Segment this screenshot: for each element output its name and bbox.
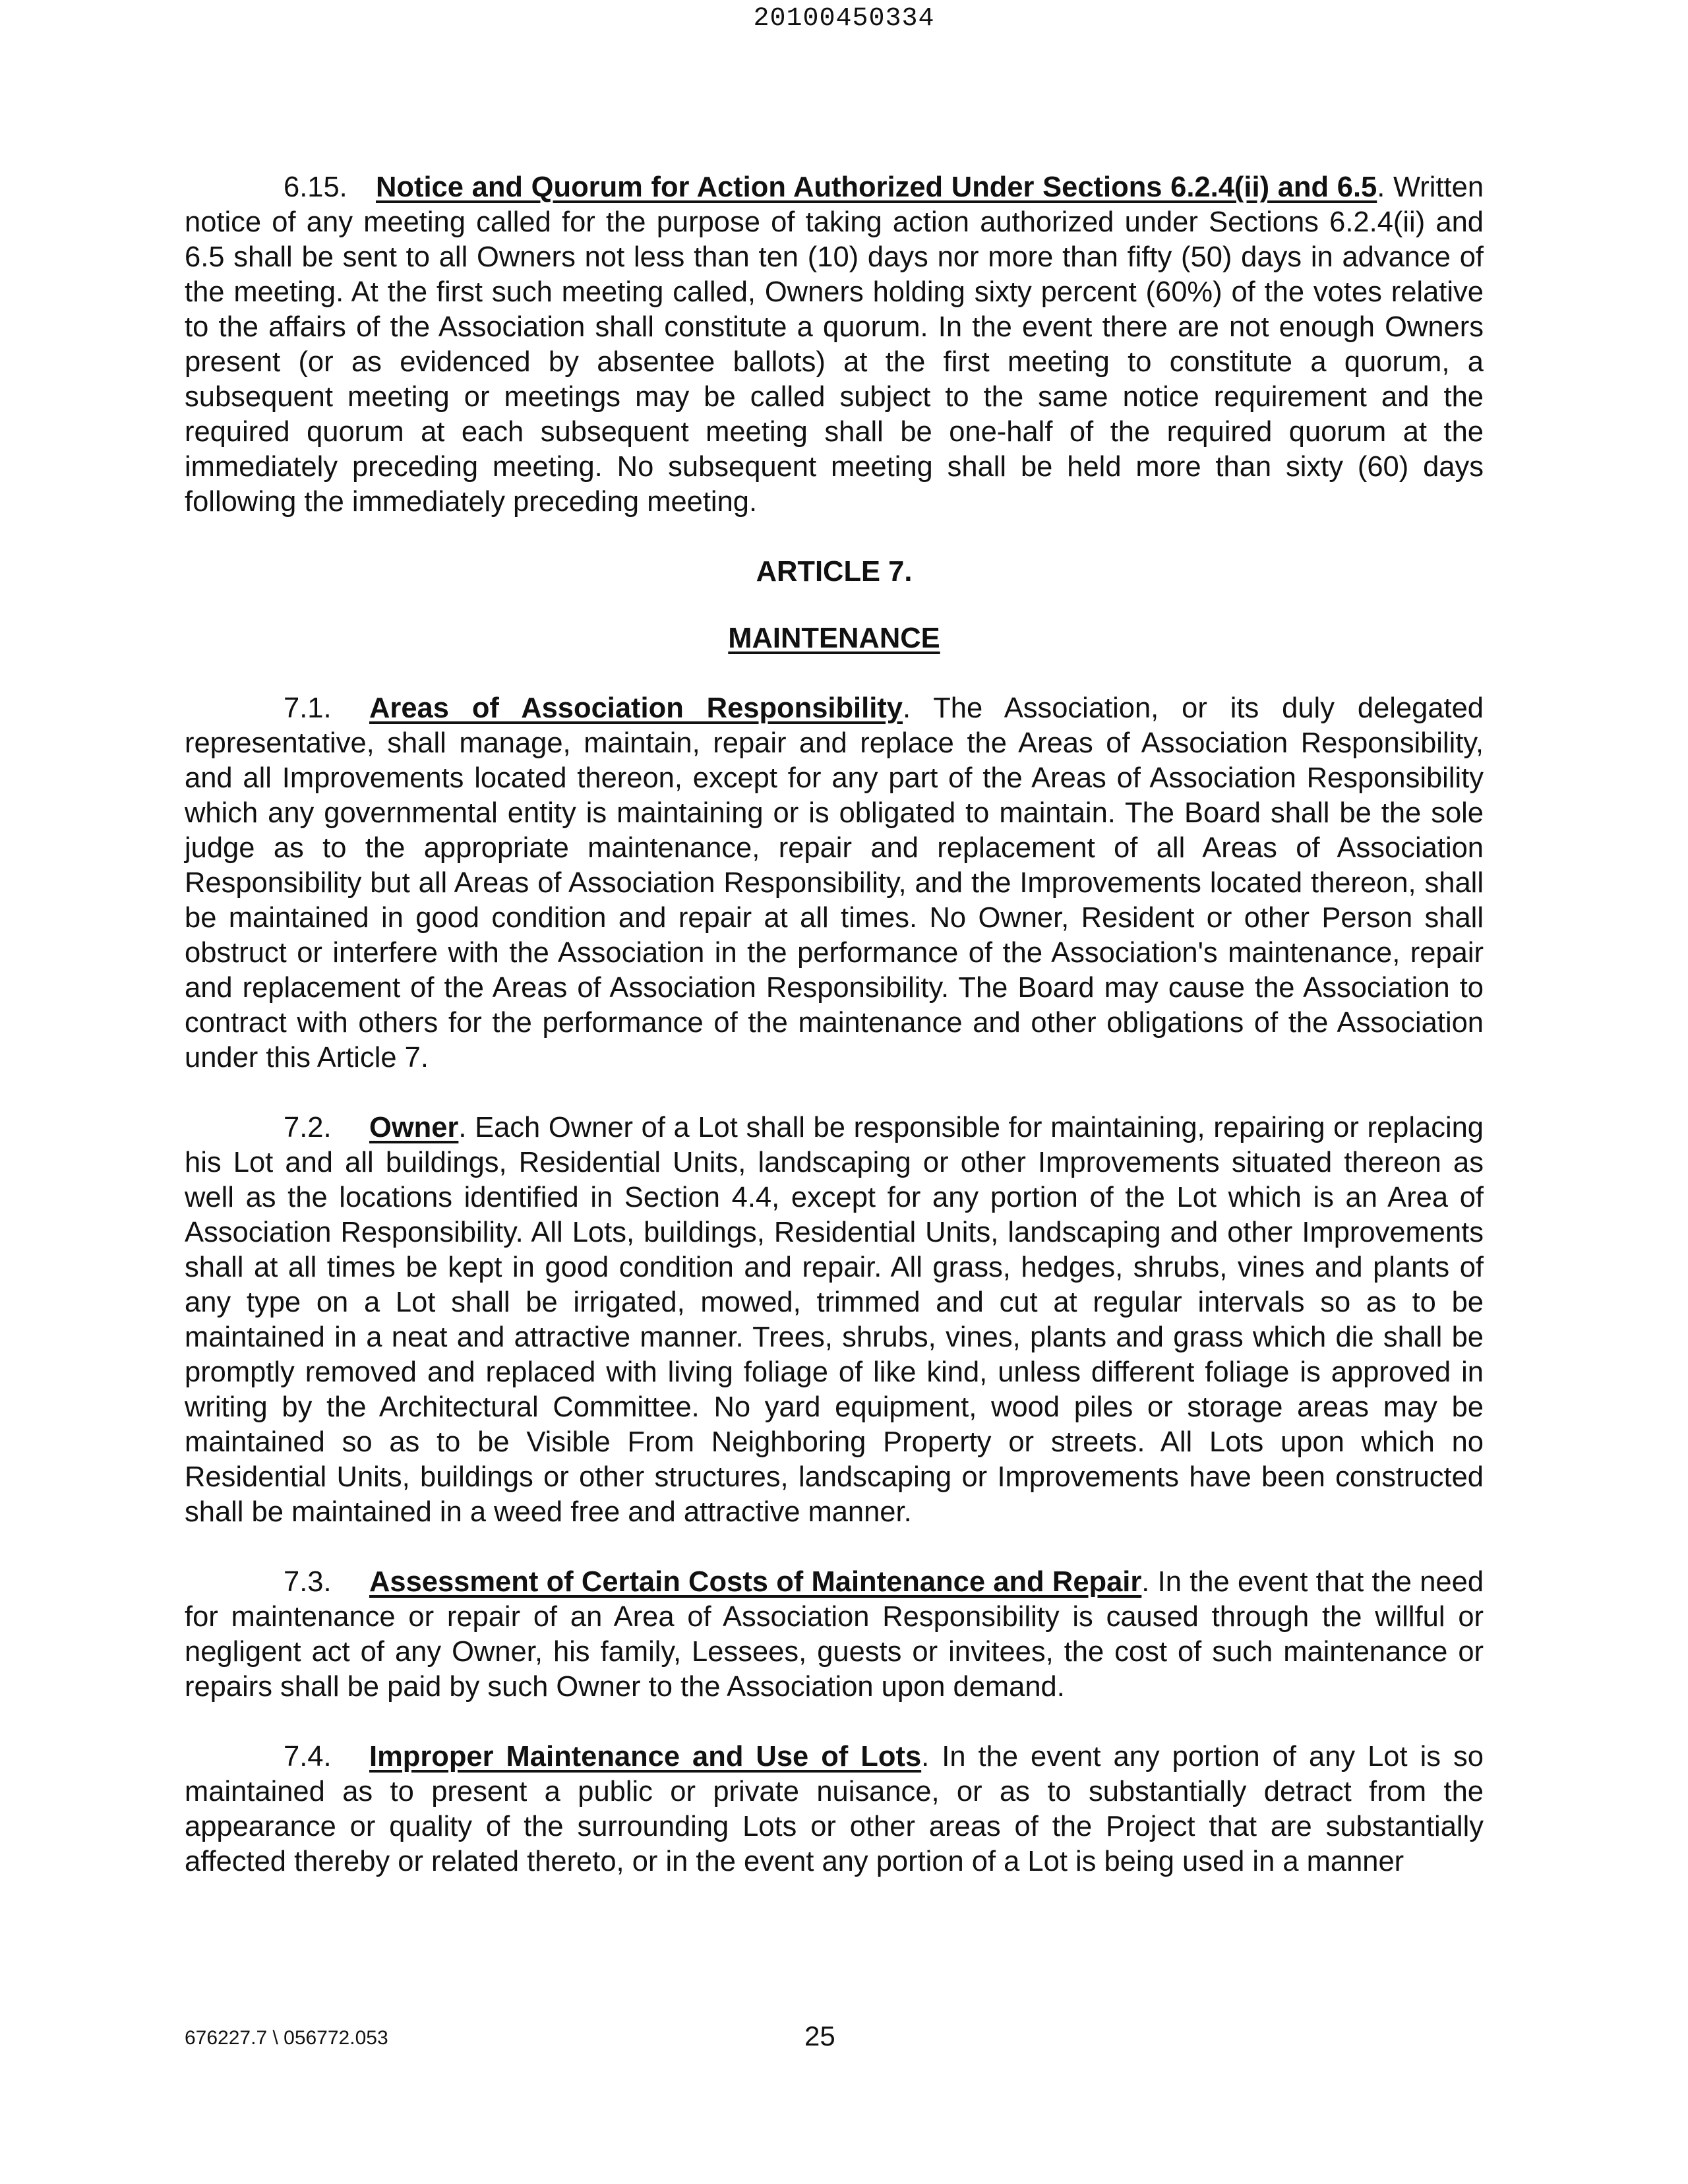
section-heading: Notice and Quorum for Action Authorized Under Sections 6.2.4(ii) and 6.5 xyxy=(376,171,1377,203)
section-7-2: 7.2. Owner. Each Owner of a Lot shall be responsible for maintaining, repairing or replacing his Lot and all buildings, Residential Units, landscaping or other Improvements situated thereon as well as the locations identified in Section 4.4, except for any portion of the Lot which is an Area of Association Responsibility. All Lots, buildings, Residential Units, landscaping and other Improvements shall at all times be kept in good condition and repair. All grass, hedges, shrubs, vines and plants of any type on a Lot shall be irrigated, mowed, trimmed and cut at regular intervals so as to be maintained in a neat and attractive manner. Trees, shrubs, vines, plants and grass which die shall be promptly removed and replaced with living foliage of like kind, unless different foliage is approved in writing by the Architectural Committee. No yard equipment, wood piles or storage areas may be maintained so as to be Visible From Neighboring Property or streets. All Lots upon which no Residential Units, buildings or other structures, landscaping or Improvements have been constructed shall be maintained in a weed free and attractive manner. xyxy=(185,1112,1484,1528)
footer-document-reference: 676227.7 \ 056772.053 xyxy=(185,2027,388,2049)
article-title-text: MAINTENANCE xyxy=(728,622,940,654)
document-number: 20100450334 xyxy=(753,4,935,34)
section-text: In the event that the need for maintenance or repair of an Area of Association Responsibility is caused through the willful or negligent act of any Owner, his family, Lessees, guests or invitees, the cost of such maintenance or repairs shall be paid by such Owner to the Association upon demand. xyxy=(185,1566,1484,1703)
section-number: 7.2. xyxy=(284,1112,332,1143)
section-heading: Areas of Association Responsibility xyxy=(369,692,903,724)
page-number: 25 xyxy=(804,2020,835,2051)
section-7-4: 7.4. Improper Maintenance and Use of Lots. In the event any portion of any Lot is so maintained as to present a public or private nuisance, or as to substantially detract from the appearance or quality of the surrounding Lots or other areas of the Project that are substantially affected thereby or related thereto, or in the event any portion of a Lot is being used in a manner xyxy=(185,1741,1484,1877)
section-7-3: 7.3. Assessment of Certain Costs of Maintenance and Repair. In the event that the need for maintenance or repair of an Area of Association Responsibility is caused through the willful or negligent act of any Owner, his family, Lessees, guests or invitees, the cost of such maintenance or repairs shall be paid by such Owner to the Association upon demand. xyxy=(185,1566,1484,1703)
section-number: 7.3. xyxy=(284,1566,332,1598)
section-6-15: 6.15. Notice and Quorum for Action Authorized Under Sections 6.2.4(ii) and 6.5. Written notice of any meeting called for the purpose of taking action authorized under Sections 6.2.4(ii) and 6.5 shall be sent to all Owners not less than ten (10) days nor more than fifty (50) days in advance of the meeting. At the first such meeting called, Owners holding sixty percent (60%) of the votes relative to the affairs of the Association shall constitute a quorum. In the event there are not enough Owners present (or as evidenced by absentee ballots) at the first meeting to constitute a quorum, a subsequent meeting or meetings may be called subject to the same notice requirement and the required quorum at each subsequent meeting shall be one-half of the required quorum at the immediately preceding meeting. No subsequent meeting shall be held more than sixty (60) days following the immediately preceding meeting. xyxy=(185,171,1484,518)
document-body xyxy=(185,170,1484,1879)
section-number: 6.15. xyxy=(284,171,347,203)
section-text: In the event any portion of any Lot is so maintained as to present a public or private nuisance, or as to substantially detract from the appearance or quality of the surrounding Lots or other areas of the Project that are substantially affected thereby or related thereto, or in the event any portion of a Lot is being used in a manner xyxy=(185,1741,1484,1877)
section-text: Each Owner of a Lot shall be responsible for maintaining, repairing or replacing his Lot and all buildings, Residential Units, landscaping or other Improvements situated thereon as well as the locations identified in Section 4.4, except for any portion of the Lot which is an Area of Association Responsibility. All Lots, buildings, Residential Units, landscaping and other Improvements shall at all times be kept in good condition and repair. All grass, hedges, shrubs, vines and plants of any type on a Lot shall be irrigated, mowed, trimmed and cut at regular intervals so as to be maintained in a neat and attractive manner. Trees, shrubs, vines, plants and grass which die shall be promptly removed and replaced with living foliage of like kind, unless different foliage is approved in writing by the Architectural Committee. No yard equipment, wood piles or storage areas may be maintained so as to be Visible From Neighboring Property or streets. All Lots upon which no Residential Units, buildings or other structures, landscaping or Improvements have been constructed shall be maintained in a weed free and attractive manner. xyxy=(185,1112,1484,1528)
section-heading: Improper Maintenance and Use of Lots xyxy=(369,1741,922,1773)
section-number: 7.4. xyxy=(284,1741,332,1773)
section-text: Written notice of any meeting called for the purpose of taking action authorized under Sections 6.2.4(ii) and 6.5 shall be sent to all Owners not less than ten (10) days nor more than fifty (50) days in advance of the meeting. At the first such meeting called, Owners holding sixty percent (60%) of the votes relative to the affairs of the Association shall constitute a quorum. In the event there are not enough Owners present (or as evidenced by absentee ballots) at the first meeting to constitute a quorum, a subsequent meeting or meetings may be called subject to the same notice requirement and the required quorum at each subsequent meeting shall be one-half of the required quorum at the immediately preceding meeting. No subsequent meeting shall be held more than sixty (60) days following the immediately preceding meeting. xyxy=(185,171,1484,518)
article-number: ARTICLE 7. xyxy=(756,556,913,588)
section-text: The Association, or its duly delegated representative, shall manage, maintain, repair and replace the Areas of Association Responsibility, and all Improvements located thereon, except for any part of the Areas of Association Responsibility which any governmental entity is maintaining or is obligated to maintain. The Board shall be the sole judge as to the appropriate maintenance, repair and replacement of all Areas of Association Responsibility but all Areas of Association Responsibility, and the Improvements located thereon, shall be maintained in good condition and repair at all times. No Owner, Resident or other Person shall obstruct or interfere with the Association in the performance of the Association's maintenance, repair and replacement of the Areas of Association Responsibility. The Board may cause the Association to contract with others for the performance of the maintenance and other obligations of the Association under this Article 7. xyxy=(185,692,1484,1074)
article-title xyxy=(185,621,1484,656)
section-7-1: 7.1. Areas of Association Responsibility. The Association, or its duly delegated representative, shall manage, maintain, repair and replace the Areas of Association Responsibility, and all Improvements located thereon, except for any part of the Areas of Association Responsibility which any governmental entity is maintaining or is obligated to maintain. The Board shall be the sole judge as to the appropriate maintenance, repair and replacement of all Areas of Association Responsibility but all Areas of Association Responsibility, and the Improvements located thereon, shall be maintained in good condition and repair at all times. No Owner, Resident or other Person shall obstruct or interfere with the Association in the performance of the Association's maintenance, repair and replacement of the Areas of Association Responsibility. The Board may cause the Association to contract with others for the performance of the maintenance and other obligations of the Association under this Article 7. xyxy=(185,692,1484,1074)
section-heading: Owner xyxy=(369,1112,459,1143)
section-heading: Assessment of Certain Costs of Maintenance and Repair xyxy=(369,1566,1142,1598)
section-number: 7.1. xyxy=(284,692,332,724)
